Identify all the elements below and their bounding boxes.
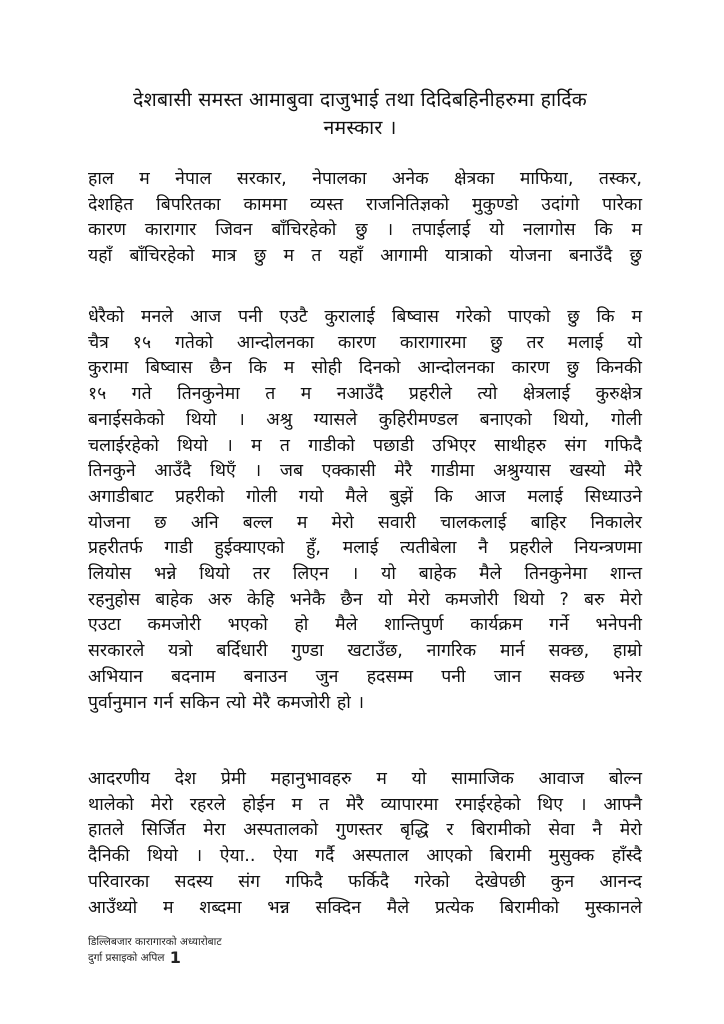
paragraph-line: धेरैको मनले आज पनी एउटै कुरालाई बिष्वास गरेको पाएको छु कि म	[88, 307, 642, 327]
paragraph-line: योजना छ अनि बल्ल म मेरो सवारी चालकलाई बाहिर निकालेर	[88, 512, 642, 533]
paragraph-line: १५ गते तिनकुनेमा त म नआउँदै प्रहरीले त्यो क्षेत्रलाई कुरुक्षेत्र	[88, 384, 642, 405]
paragraph-3	[88, 767, 642, 921]
paragraph-line: आउँथ्यो म शब्दमा भन्न सक्दिन मैले प्रत्येक बिरामीको मुस्कानले	[88, 897, 642, 918]
paragraph-line: अगाडीबाट प्रहरीको गोली गयो मैले बुझें कि आज मलाई सिध्याउने	[88, 486, 642, 507]
paragraph-line: सरकारले यत्रो बर्दिधारी गुण्डा खटाउँछ, नागरिक मार्न सक्छ, हाम्रो	[88, 641, 642, 662]
footer-line-2: दुर्गा प्रसाइको अपिल	[88, 952, 165, 964]
paragraph-line: तिनकुने आउँदै थिएँ । जब एक्कासी मेरै गाडीमा अश्रुग्यास खस्यो मेरै	[88, 461, 642, 482]
paragraph-line: हातले सिर्जित मेरा अस्पतालको गुणस्तर बृद्धि र बिरामीको सेवा नै मेरो	[88, 820, 642, 841]
footer-line-1: डिल्लिबजार कारागारको अध्यारोबाट	[88, 936, 222, 948]
paragraph-line: अभियान बदनाम बनाउन जुन हदसम्म पनी जान सक्छ भनेर	[88, 666, 642, 687]
paragraph-line: कारण कारागार जिवन बाँचिरहेको छु । तपाईलाई यो नलागोस कि म	[88, 220, 642, 241]
paragraph-line: पुर्वानुमान गर्न सकिन त्यो मेरै कमजोरी हो ।	[88, 692, 365, 713]
paragraph-line: दैनिकी थियो । ऐया.. ऐया गर्दै अस्पताल आएको बिरामी मुसुक्क हाँस्दै	[88, 846, 642, 867]
paragraph-line: रहनुहोस बाहेक अरु केहि भनेकै छैन यो मेरो कमजोरी थियो ? बरु मेरो	[88, 589, 642, 610]
page-number: 1	[169, 948, 181, 967]
paragraph-line: हाल म नेपाल सरकार, नेपालका अनेक क्षेत्रका माफिया, तस्कर,	[88, 169, 642, 189]
title-line-2: नमस्कार ।	[323, 116, 397, 139]
paragraph-line: थालेको मेरो रहरले होईन म त मेरै व्यापारमा रमाईरहेको थिए । आफ्नै	[88, 794, 642, 815]
paragraph-line: चलाईरहेको थियो । म त गाडीको पछाडी उभिएर साथीहरु संग गफिदै	[88, 435, 642, 456]
paragraph-line: प्रहरीतर्फ गाडी हुईक्याएको हुँ, मलाई त्यतीबेला नै प्रहरीले नियन्त्रणमा	[88, 538, 642, 559]
paragraph-line: बनाईसकेको थियो । अश्रु ग्यासले कुहिरीमण्डल बनाएको थियो, गोली	[88, 409, 642, 430]
page-title	[80, 86, 640, 142]
paragraph-2	[88, 305, 642, 716]
paragraph-line: कुरामा बिष्वास छैन कि म सोही दिनको आन्दोलनका कारण छु किनकी	[88, 358, 642, 379]
page-footer	[88, 935, 222, 966]
paragraph-line: लियोस भन्ने थियो तर लिएन । यो बाहेक मैले तिनकुनेमा शान्त	[88, 564, 642, 585]
paragraph-line: आदरणीय देश प्रेमी महानुभावहरु म यो सामाजिक आवाज बोल्न	[88, 769, 642, 789]
title-line-1: देशबासी समस्त आमाबुवा दाजुभाई तथा दिदिबहिनीहरुमा हार्दिक	[132, 88, 587, 111]
paragraph-1	[88, 167, 642, 270]
paragraph-line: एउटा कमजोरी भएको हो मैले शान्तिपुर्ण कार्यक्रम गर्ने भनेपनी	[88, 615, 642, 636]
paragraph-line: परिवारका सदस्य संग गफिदै फर्किदै गरेको देखेपछी कुन आनन्द	[88, 871, 642, 892]
paragraph-line: देशहित बिपरितका काममा व्यस्त राजनितिज्ञको मुकुण्डो उदांगो पारेका	[88, 194, 642, 215]
paragraph-line: चैत्र १५ गतेको आन्दोलनका कारण कारागारमा छु तर मलाई यो	[88, 332, 642, 353]
paragraph-line: यहाँ बाँचिरहेको मात्र छु म त यहाँ आगामी यात्राको योजना बनाउँदै छु	[88, 246, 642, 267]
